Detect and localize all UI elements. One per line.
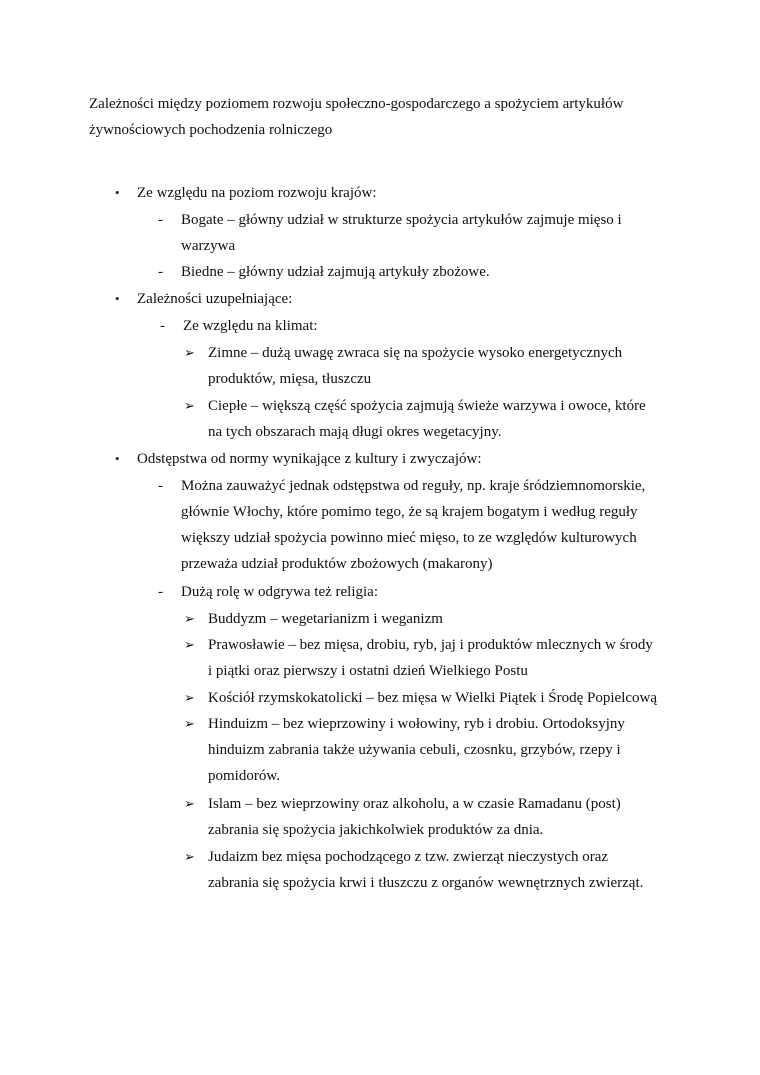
- arrow-bullet-icon: ➢: [184, 796, 195, 811]
- list-item-islam: ➢ Islam – bez wieprzowiny oraz alkoholu, a w czasie Ramadanu (post) zabrania się spożycia jakichkolwiek produktów za dnia.: [208, 791, 621, 843]
- dash-icon: -: [158, 212, 163, 228]
- list-item-cold-climate: ➢ Zimne – dużą uwagę zwraca się na spożycie wysoko energetycznych produktów, mięsa, tłuszczu: [208, 340, 622, 392]
- dash-icon: -: [158, 264, 163, 280]
- list-item-poor-countries: - Biedne – główny udział zajmują artykuły zbożowe.: [181, 259, 490, 285]
- section-heading-culture: • Odstępstwa od normy wynikające z kultury i zwyczajów:: [137, 446, 482, 472]
- section-heading-development-level: • Ze względu na poziom rozwoju krajów:: [137, 180, 377, 206]
- bullet-icon: •: [115, 291, 120, 306]
- list-item-catholicism: ➢ Kościół rzymskokatolicki – bez mięsa w Wielki Piątek i Środę Popielcową: [208, 685, 657, 711]
- list-item-orthodoxy: ➢ Prawosławie – bez mięsa, drobiu, ryb, jaj i produktów mlecznych w środy i piątki oraz pierwszy i ostatni dzień Wielkiego Postu: [208, 632, 653, 684]
- arrow-bullet-icon: ➢: [184, 611, 195, 626]
- arrow-bullet-icon: ➢: [184, 716, 195, 731]
- arrow-bullet-icon: ➢: [184, 849, 195, 864]
- title-line: żywnościowych pochodzenia rolniczego: [89, 122, 333, 138]
- dash-icon: -: [158, 584, 163, 600]
- section-heading-complementary: • Zależności uzupełniające:: [137, 286, 292, 312]
- list-item-rich-countries: - Bogate – główny udział w strukturze spożycia artykułów zajmuje mięso i warzywa: [181, 207, 622, 259]
- title-line: Zależności między poziomem rozwoju społeczno-gospodarczego a spożyciem artykułów: [89, 96, 624, 112]
- list-item-climate: - Ze względu na klimat:: [183, 313, 318, 339]
- dash-icon: -: [160, 318, 165, 334]
- list-item-hinduism: ➢ Hinduizm – bez wieprzowiny i wołowiny, ryb i drobiu. Ortodoksyjny hinduizm zabrania także używania cebuli, czosnku, grzybów, rzepy i pomidorów.: [208, 711, 625, 789]
- arrow-bullet-icon: ➢: [184, 637, 195, 652]
- arrow-bullet-icon: ➢: [184, 345, 195, 360]
- arrow-bullet-icon: ➢: [184, 690, 195, 705]
- list-item-warm-climate: ➢ Ciepłe – większą część spożycia zajmują świeże warzywa i owoce, które na tych obszarach mają długi okres wegetacyjny.: [208, 393, 646, 445]
- bullet-icon: •: [115, 185, 120, 200]
- arrow-bullet-icon: ➢: [184, 398, 195, 413]
- list-item-religion: - Dużą rolę w odgrywa też religia:: [181, 579, 378, 605]
- dash-icon: -: [158, 478, 163, 494]
- list-item-buddhism: ➢ Buddyzm – wegetarianizm i weganizm: [208, 606, 443, 632]
- list-item-judaism: ➢ Judaizm bez mięsa pochodzącego z tzw. zwierząt nieczystych oraz zabrania się spożycia krwi i tłuszczu z organów wewnętrznych zwierząt.: [208, 844, 643, 896]
- list-item-mediterranean-exception: - Można zauważyć jednak odstępstwa od reguły, np. kraje śródziemnomorskie, głównie Włochy, które pomimo tego, że są krajem bogatym i według reguły większy udział spożycia powinno mieć mięso, to ze względów kulturowych przeważa udział produktów zbożowych (makarony): [181, 473, 645, 577]
- bullet-icon: •: [115, 451, 120, 466]
